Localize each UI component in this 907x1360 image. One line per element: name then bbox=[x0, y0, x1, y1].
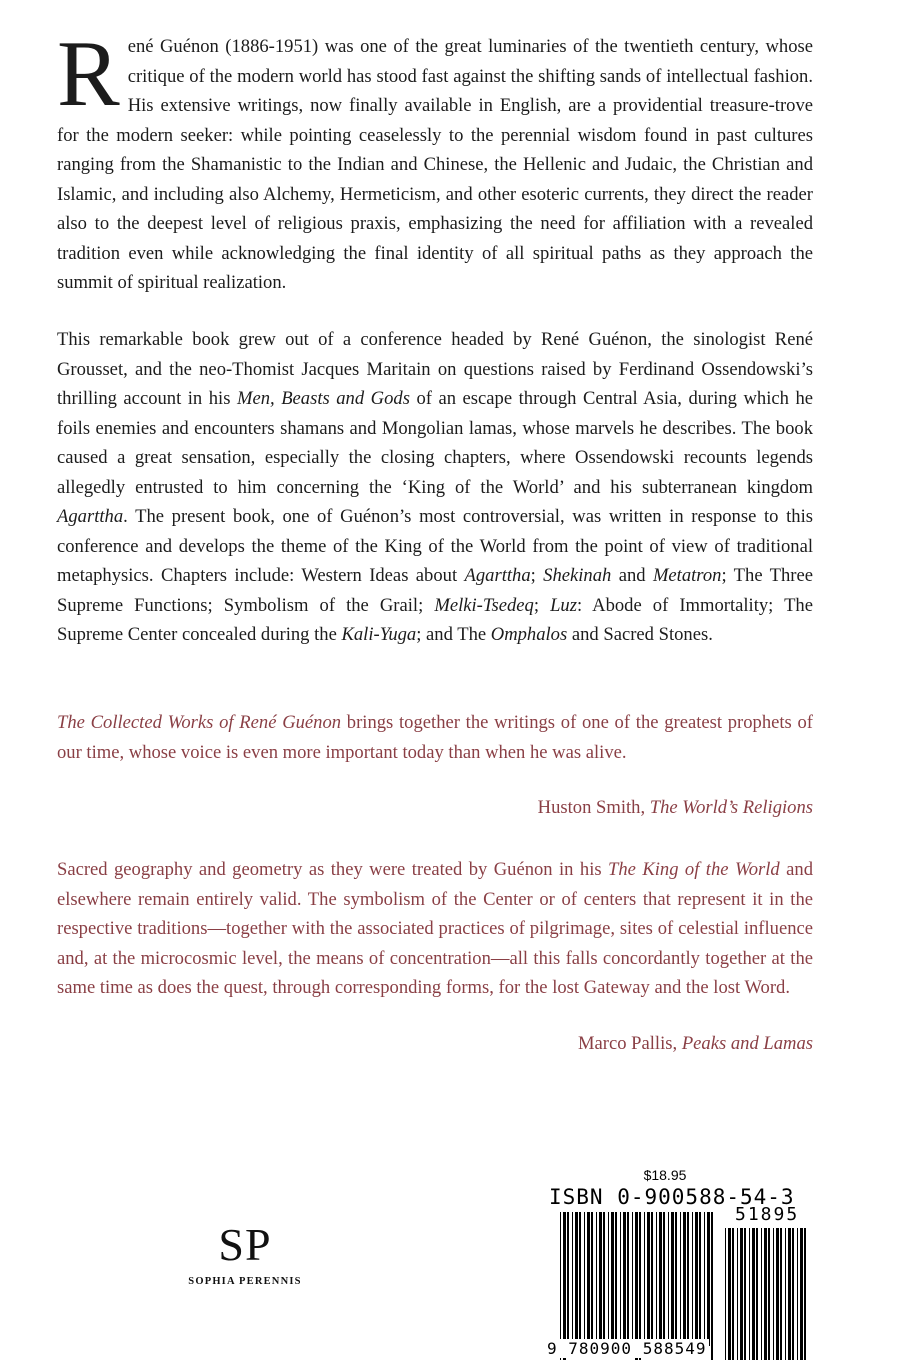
barcode-bar bbox=[752, 1228, 755, 1360]
barcode-bar bbox=[792, 1228, 794, 1360]
barcode-bar bbox=[671, 1212, 674, 1346]
publisher-logo bbox=[180, 1220, 310, 1287]
quote2-text-b: and elsewhere remain entirely valid. The symbolism of the Center or of centers that represent it in the respective traditions—together with the associated practices of pilgrimage, sites of celestial influence and, at the microcosmic level, the means of concentration—all this falls concordantly together at the same time as does the quest, through corresponding forms, for the lost Gateway and the lost Word. bbox=[57, 859, 814, 998]
description-text-6: ; The Three Supreme Functions; Symbolism of the Grail; bbox=[57, 565, 813, 616]
barcode-bar bbox=[776, 1228, 779, 1360]
barcode-bar bbox=[608, 1212, 609, 1346]
barcode-bar bbox=[675, 1212, 677, 1346]
barcode-bar bbox=[639, 1212, 641, 1360]
book-title-men-beasts-gods: Men, Beasts and Gods bbox=[236, 388, 410, 409]
barcode-bar bbox=[635, 1212, 638, 1360]
barcode-bar bbox=[764, 1228, 767, 1360]
price-label: $18.95 bbox=[643, 1167, 687, 1183]
barcode-bar bbox=[659, 1212, 662, 1346]
barcode-bar bbox=[711, 1212, 713, 1360]
barcode-block bbox=[545, 1164, 815, 1360]
barcode-bar bbox=[663, 1212, 665, 1346]
review-quote-2 bbox=[57, 855, 813, 1003]
barcode-bar bbox=[797, 1228, 798, 1360]
barcode-bar bbox=[627, 1212, 629, 1346]
description-text-4: ; bbox=[530, 565, 544, 586]
barcode-bar bbox=[623, 1212, 626, 1346]
quote2-title: The King of the World bbox=[608, 859, 780, 880]
ean-barcode-icon bbox=[560, 1212, 715, 1360]
barcode-bar bbox=[695, 1212, 698, 1346]
description-text-8: : Abode of Immortality; The Supreme Center concealed during the bbox=[57, 594, 813, 645]
description-text-5: and bbox=[611, 565, 653, 586]
barcode-bar bbox=[591, 1212, 593, 1346]
barcode-bar bbox=[560, 1212, 561, 1360]
term-agarttha: Agarttha bbox=[57, 506, 124, 527]
term-kali-yuga: Kali-Yuga bbox=[341, 624, 417, 645]
term-metatron: Metatron bbox=[652, 565, 722, 586]
barcode-bar bbox=[611, 1212, 614, 1346]
barcode-bar bbox=[785, 1228, 786, 1360]
quote2-author: Marco Pallis, bbox=[578, 1033, 682, 1054]
addon-barcode-icon bbox=[725, 1228, 811, 1360]
barcode-bar bbox=[756, 1228, 758, 1360]
quote2-attribution bbox=[578, 1033, 813, 1055]
description-text-9: ; and The bbox=[416, 624, 491, 645]
barcode-bar bbox=[632, 1212, 633, 1346]
quote1-author: Huston Smith, bbox=[537, 797, 650, 818]
quote1-text: brings together the writings of one of the greatest prophets of our time, whose voice is even more important today than when he was alive. bbox=[57, 712, 814, 763]
barcode-bar bbox=[584, 1212, 585, 1346]
term-melki-tsedeq: Melki-Tsedeq bbox=[434, 594, 534, 616]
price-addon-digits: 51895 bbox=[735, 1204, 800, 1225]
ean-digits: 9 780900 588549 bbox=[547, 1339, 707, 1358]
barcode-bar bbox=[744, 1228, 746, 1360]
barcode-bar bbox=[704, 1212, 705, 1346]
barcode-bar bbox=[699, 1212, 701, 1346]
barcode-bar bbox=[620, 1212, 621, 1346]
barcode-bar bbox=[599, 1212, 602, 1346]
barcode-bar bbox=[804, 1228, 806, 1360]
barcode-bar bbox=[692, 1212, 693, 1346]
intro-text: ené Guénon (1886-1951) was one of the great luminaries of the twentieth century, whose critique of the modern world has stood fast against the shifting sands of intellectual fashion. His extensive writings, now finally available in English, are a providential treasure-trove for the modern seeker: while pointing ceaselessly to the perennial wisdom found in past cultures ranging from the Shamanistic to the Indian and Chinese, the Hellenic and Judaic, the Christian and Islamic, and including also Alchemy, Hermeticism, and other esoteric currents, they direct the reader also to the deepest level of religious praxis, emphasizing the need for affiliation with a revealed tradition even while acknowledging the final identity of all spiritual paths as they approach the summit of spiritual realization. bbox=[57, 36, 813, 293]
barcode-bar bbox=[572, 1212, 573, 1346]
description-text-3: . The present book, one of Guénon’s most controversial, was written in response to this conference and develops the theme of the King of the World from the point of view of traditional metaphysics. Chapters include: Western Ideas about bbox=[57, 506, 813, 586]
barcode-bar bbox=[596, 1212, 597, 1346]
term-luz: Luz bbox=[550, 594, 577, 616]
drop-cap: R bbox=[57, 22, 120, 126]
quote2-source: Peaks and Lamas bbox=[681, 1033, 813, 1054]
term-omphalos: Omphalos bbox=[490, 624, 568, 645]
description-text-2: of an escape through Central Asia, during which he foils enemies and encounters shamans and Mongolian lamas, whose marvels he describes. The book caused a great sensation, especially the closing chapters, where Ossendowski recounts legends allegedly entrusted to him concerning the ‘King of the World’ and his subterranean kingdom bbox=[57, 388, 814, 498]
term-agarttha-2: Agarttha bbox=[464, 565, 531, 586]
barcode-bar bbox=[656, 1212, 657, 1346]
description-text-1: This remarkable book grew out of a conference headed by René Guénon, the sinologist René Grousset, and the neo-Thomist Jacques Maritain on questions raised by Ferdinand Ossendowski’s thrilling account in his bbox=[57, 329, 813, 409]
barcode-bar bbox=[567, 1212, 569, 1346]
review-quote-1 bbox=[57, 708, 813, 767]
barcode-bar bbox=[737, 1228, 738, 1360]
quote2-text-a: Sacred geography and geometry as they were treated by Guénon in his bbox=[57, 859, 609, 880]
barcode-bar bbox=[615, 1212, 617, 1346]
term-shekinah: Shekinah bbox=[543, 565, 612, 586]
barcode-bar bbox=[563, 1212, 566, 1360]
barcode-bar bbox=[668, 1212, 669, 1346]
barcode-bar bbox=[647, 1212, 650, 1346]
barcode-bar bbox=[732, 1228, 734, 1360]
barcode-bar bbox=[780, 1228, 782, 1360]
barcode-bar bbox=[644, 1212, 645, 1346]
barcode-bar bbox=[683, 1212, 686, 1346]
barcode-bar bbox=[687, 1212, 689, 1346]
barcode-bar bbox=[740, 1228, 743, 1360]
barcode-bar bbox=[707, 1212, 710, 1346]
barcode-bar bbox=[725, 1228, 726, 1360]
quote1-attribution bbox=[538, 797, 813, 819]
barcode-bar bbox=[773, 1228, 774, 1360]
barcode-bar bbox=[749, 1228, 750, 1360]
barcode-bar bbox=[761, 1228, 762, 1360]
barcode-bar bbox=[768, 1228, 770, 1360]
barcode-bar bbox=[800, 1228, 803, 1360]
barcode-bar bbox=[680, 1212, 681, 1346]
barcode-bar bbox=[587, 1212, 590, 1346]
barcode-bar bbox=[788, 1228, 791, 1360]
isbn-label: ISBN 0-900588-54-3 bbox=[549, 1185, 795, 1209]
intro-paragraph bbox=[57, 22, 813, 298]
publisher-name: SOPHIA PERENNIS bbox=[188, 1276, 302, 1287]
publisher-mark: SP bbox=[218, 1219, 272, 1270]
barcode-bar bbox=[728, 1228, 731, 1360]
barcode-bar bbox=[575, 1212, 578, 1346]
barcode-bar bbox=[603, 1212, 605, 1346]
barcode-bar bbox=[579, 1212, 581, 1346]
description-text-7: ; bbox=[533, 594, 551, 616]
description-paragraph bbox=[57, 325, 813, 650]
description-text-10: and Sacred Stones. bbox=[567, 624, 713, 645]
quote1-title: The Collected Works of René Guénon bbox=[57, 712, 342, 733]
barcode-bar bbox=[651, 1212, 653, 1346]
quote1-source: The World’s Religions bbox=[649, 797, 813, 818]
